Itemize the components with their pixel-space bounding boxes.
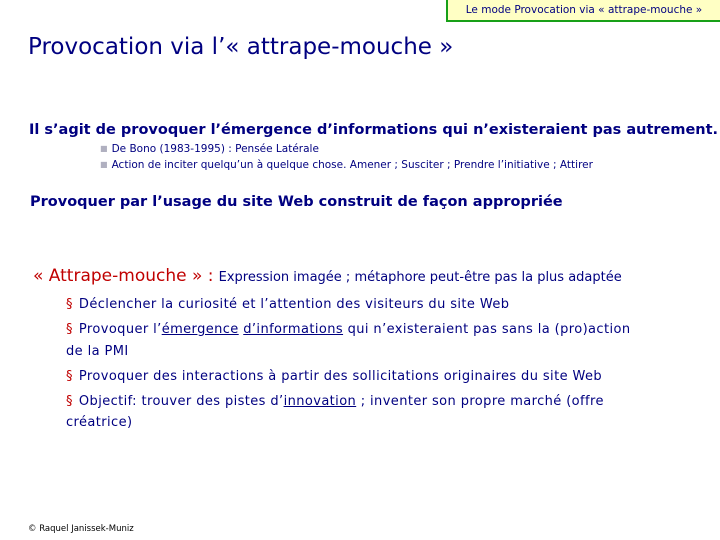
section-bullet-icon: § <box>66 394 73 409</box>
bullet-icon: ■ <box>100 144 108 153</box>
list-item-text: qui n’existeraient pas sans la (pro)action <box>347 322 631 337</box>
list-item-text: de la PMI <box>66 344 129 359</box>
sub-bullet-text: Action de inciter quelqu’un à quelque chose. Amener ; Susciter ; Prendre l’initiative ; Attirer <box>111 159 593 171</box>
list-item-continuation <box>66 415 696 430</box>
underlined-term: innovation <box>283 394 357 409</box>
underlined-term: émergence <box>161 322 239 337</box>
bullet-icon: ■ <box>100 160 108 169</box>
list-item-text: Déclencher la curiosité et l’attention des visiteurs du site Web <box>78 297 510 312</box>
section-bullet-icon: § <box>66 297 73 312</box>
term-explanation: Expression imagée ; métaphore peut-être pas la plus adaptée <box>218 270 622 285</box>
list-item-text: Provoquer des interactions à partir des sollicitations originaires du site Web <box>78 369 603 384</box>
list-item-objective <box>66 394 696 409</box>
list-item-continuation <box>66 344 696 359</box>
section-bullet-icon: § <box>66 322 73 337</box>
list-item-text: ; inventer son propre marché (offre <box>360 394 604 409</box>
sub-bullet-text: De Bono (1983-1995) : Pensée Latérale <box>111 143 319 155</box>
sub-bullet-de-bono <box>100 143 319 155</box>
slide-title: Provocation via l’« attrape-mouche » <box>28 34 454 60</box>
section-bullet-icon: § <box>66 369 73 384</box>
header-tab <box>446 0 720 22</box>
paragraph-attrape-mouche <box>33 266 622 286</box>
highlight-term: « Attrape-mouche » : <box>33 266 214 286</box>
paragraph-usage: Provoquer par l’usage du site Web construit de façon appropriée <box>30 194 563 210</box>
footer-credit: © Raquel Janissek-Muniz <box>28 524 134 534</box>
list-item-text: Provoquer l’ <box>78 322 162 337</box>
list-item-text: Objectif: trouver des pistes d’ <box>78 394 284 409</box>
list-item-curiosity <box>66 297 696 312</box>
paragraph-intro: Il s’agit de provoquer l’émergence d’informations qui n’existeraient pas autrement. <box>29 122 719 138</box>
list-item-emergence <box>66 322 696 337</box>
list-item-text: créatrice) <box>66 415 133 430</box>
header-tab-text: Le mode Provocation via « attrape-mouche » <box>465 4 703 16</box>
sub-bullet-definition <box>100 159 593 171</box>
underlined-term: d’informations <box>243 322 344 337</box>
list-item-interactions <box>66 369 696 384</box>
